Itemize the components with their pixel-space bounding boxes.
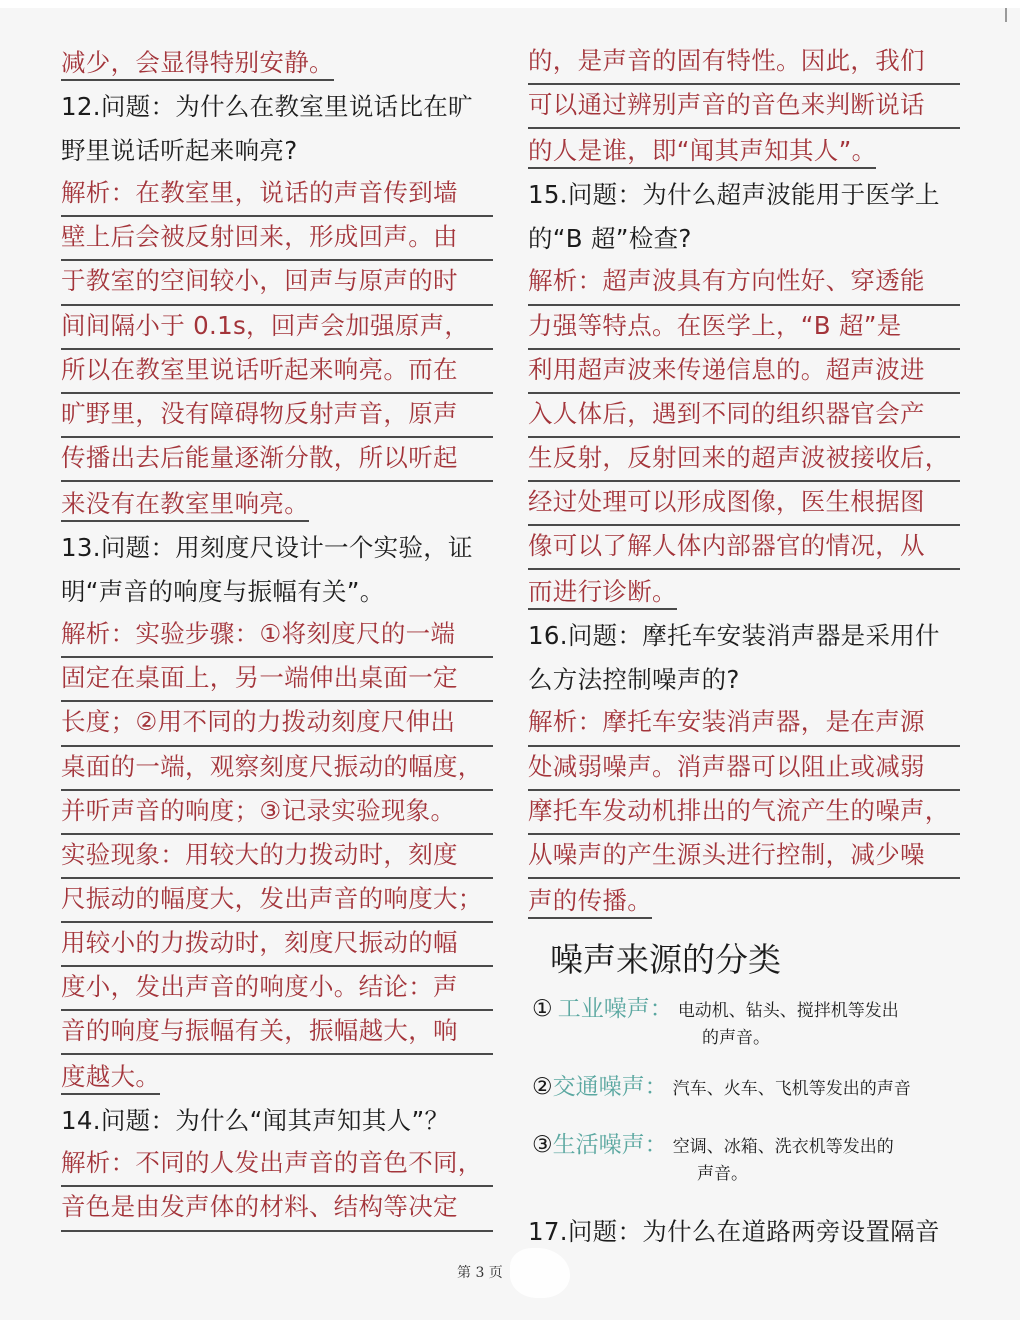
noise-sources-section (528, 932, 968, 1254)
noise-desc-cont: 的声音。 (702, 1028, 770, 1048)
question-line: 13.问题：用刻度尺设计一个实验，证 (61, 533, 473, 563)
left-column (61, 41, 493, 1232)
circled-number: ③ (532, 1132, 553, 1158)
answer-line: 从噪声的产生源头进行控制，减少噪 (528, 835, 960, 879)
noise-sources-title: 噪声来源的分类 (550, 940, 781, 979)
answer-line: 解析：在教室里，说话的声音传到墙 (61, 173, 493, 217)
answer-line: 长度；②用不同的力拨动刻度尺伸出 (61, 702, 493, 746)
answer-line: 处减弱噪声。消声器可以阻止或减弱 (528, 747, 960, 791)
answer-line: 生反射，反射回来的超声波被接收后， (528, 438, 960, 482)
answer-line: 像可以了解人体内部器官的情况，从 (528, 526, 960, 570)
answer-line: 的人是谁，即“闻其声知其人”。 (528, 129, 960, 173)
top-band (0, 0, 1020, 8)
answer-line: 壁上后会被反射回来，形成回声。由 (61, 217, 493, 261)
noise-label: 交通噪声： (552, 1074, 668, 1100)
noise-item-traffic (532, 1068, 968, 1126)
answer-line: 解析：实验步骤：①将刻度尺的一端 (61, 614, 493, 658)
answer-line: 经过处理可以形成图像，医生根据图 (528, 482, 960, 526)
answer-line: 可以通过辨别声音的音色来判断说话 (528, 85, 960, 129)
noise-item-household (532, 1126, 968, 1210)
answer-line: 桌面的一端，观察刻度尺振动的幅度， (61, 747, 493, 791)
answer-line: 并听声音的响度；③记录实验现象。 (61, 791, 493, 835)
answer-line: 入人体后，遇到不同的组织器官会产 (528, 394, 960, 438)
watermark-smudge (510, 1248, 570, 1298)
answer-line: 尺振动的幅度大，发出声音的响度大； (61, 879, 493, 923)
answer-line: 音的响度与振幅有关，振幅越大，响 (61, 1011, 493, 1055)
answer-line: 于教室的空间较小，回声与原声的时 (61, 261, 493, 305)
answer-line: 度小，发出声音的响度小。结论：声 (61, 967, 493, 1011)
answer-line: 解析：摩托车安装消声器，是在声源 (528, 702, 960, 746)
right-column (528, 41, 960, 923)
answer-line: 旷野里，没有障碍物反射声音，原声 (61, 394, 493, 438)
noise-label: 工业噪声： (557, 996, 673, 1022)
answer-line: 减少，会显得特别安静。 (61, 41, 493, 85)
page-number: 第 3 页 (457, 1265, 503, 1281)
answer-line: 传播出去后能量逐渐分散，所以听起 (61, 438, 493, 482)
answer-line: 摩托车发动机排出的气流产生的噪声， (528, 791, 960, 835)
question-line: 16.问题：摩托车安装消声器是采用什 (528, 621, 940, 651)
noise-desc: 电动机、钻头、搅拌机等发出 (677, 1001, 899, 1021)
answer-line: 音色是由发声体的材料、结构等决定 (61, 1187, 493, 1231)
question-line: 么方法控制噪声的? (528, 665, 740, 695)
circled-number: ① (532, 996, 553, 1022)
noise-desc-cont: 声音。 (697, 1164, 748, 1184)
question-line: 明“声音的响度与振幅有关”。 (61, 577, 385, 607)
answer-line: 实验现象：用较大的力拨动时，刻度 (61, 835, 493, 879)
answer-line: 所以在教室里说话听起来响亮。而在 (61, 350, 493, 394)
answer-line: 声的传播。 (528, 879, 960, 923)
question-line: 14.问题：为什么“闻其声知其人”？ (61, 1106, 450, 1136)
question-line: 17.问题：为什么在道路两旁设置隔音 (528, 1217, 940, 1246)
noise-desc: 汽车、火车、飞机等发出的声音 (672, 1079, 911, 1099)
noise-label: 生活噪声： (552, 1132, 668, 1158)
answer-line: 利用超声波来传递信息的。超声波进 (528, 350, 960, 394)
circled-number: ② (532, 1074, 553, 1100)
question-line: 12.问题：为什么在教室里说话比在旷 (61, 92, 473, 122)
answer-line: 解析：超声波具有方向性好、穿透能 (528, 261, 960, 305)
question-line: 15.问题：为什么超声波能用于医学上 (528, 180, 940, 210)
answer-line: 间间隔小于 0.1s，回声会加强原声， (61, 306, 493, 350)
answer-line: 度越大。 (61, 1055, 493, 1099)
noise-item-industrial (532, 990, 968, 1068)
answer-line: 的，是声音的固有特性。因此，我们 (528, 41, 960, 85)
question-line: 野里说话听起来响亮? (61, 136, 298, 166)
answer-line: 而进行诊断。 (528, 570, 960, 614)
noise-desc: 空调、冰箱、洗衣机等发出的 (672, 1137, 894, 1157)
answer-line: 力强等特点。在医学上，“B 超”是 (528, 306, 960, 350)
answer-line: 用较小的力拨动时，刻度尺振动的幅 (61, 923, 493, 967)
answer-line: 解析：不同的人发出声音的音色不同， (61, 1143, 493, 1187)
question-line: 的“B 超”检查? (528, 224, 692, 254)
answer-line: 固定在桌面上，另一端伸出桌面一定 (61, 658, 493, 702)
answer-line: 来没有在教室里响亮。 (61, 482, 493, 526)
edge-mark (1005, 8, 1007, 22)
